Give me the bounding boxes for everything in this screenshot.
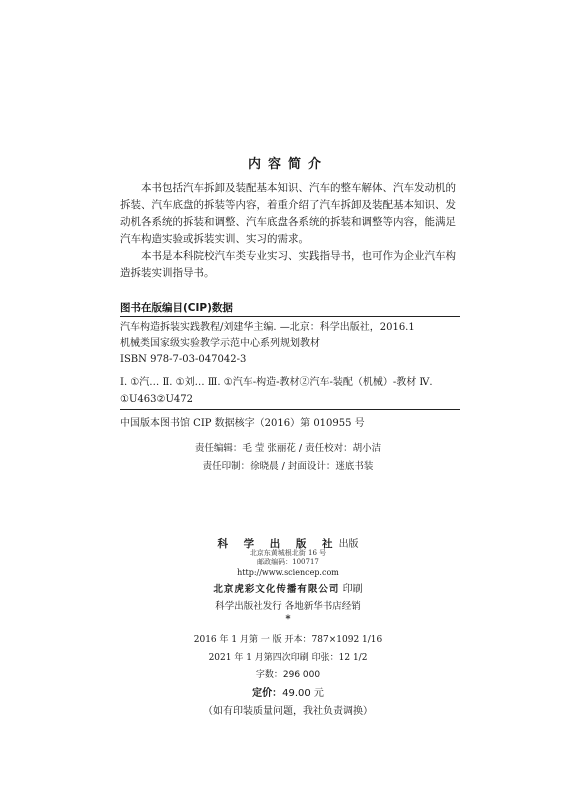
intro-paragraph-2: 本书是本科院校汽车类专业实习、实践指导书，也可作为企业汽车构造拆装实训指导书。 — [120, 250, 456, 279]
cip-top-rule — [120, 316, 460, 317]
quality-note: （如有印装质量问题，我社负责调换） — [203, 706, 373, 717]
cip-record-number: 中国版本图书馆 CIP 数据核字（2016）第 010955 号 — [120, 418, 365, 429]
price-line — [0, 684, 576, 699]
printer-suffix: 印刷 — [342, 584, 363, 595]
cip-title-line: 汽车构造拆装实践教程/刘建华主编. —北京：科学出版社，2016.1 — [120, 322, 415, 333]
publisher-address: 北京东黄城根北街 16 号 — [249, 549, 327, 557]
edition-line: 2016 年 1 月第 一 版 开本：787×1092 1/16 — [193, 635, 383, 645]
publisher-name: 科 学 出 版 社 — [217, 538, 339, 550]
separator-star: * — [285, 614, 291, 625]
publisher-postcode: 邮政编码：100717 — [257, 558, 319, 566]
word-count: 字数：296 000 — [255, 670, 321, 680]
cip-heading: 图书在版编目(CIP)数据 — [120, 302, 233, 314]
printer-line — [0, 580, 576, 595]
printing-line: 2021 年 1 月第四次印刷 印张：12 1/2 — [208, 653, 368, 663]
printer-name: 北京虎彩文化传播有限公司 — [213, 584, 340, 595]
print-cover-credit: 责任印制：徐晓晨 / 封面设计：迷底书装 — [202, 461, 374, 472]
price-label: 定价： — [252, 688, 283, 699]
editor-credit: 责任编辑：毛 莹 张丽花 / 责任校对：胡小洁 — [194, 443, 382, 454]
publisher-website: http://www.sciencep.com — [237, 568, 339, 577]
intro-paragraph-1: 本书包括汽车拆卸及装配基本知识、汽车的整车解体、汽车发动机的拆装、汽车底盘的拆装等内容，着重介绍了汽车拆卸及装配基本知识、发动机各系统的拆装和调整、汽车底盘各系统的拆装和调整等内容，能满足汽车构造实验或拆装实训、实习的需求。 — [120, 182, 456, 245]
distribution-line: 科学出版社发行 各地新华书店经销 — [215, 601, 361, 612]
content-intro-title: 内容简介 — [247, 157, 328, 172]
price-value: 49.00 元 — [282, 688, 324, 699]
publisher-suffix: 出版 — [338, 539, 359, 550]
cip-isbn-line: ISBN 978-7-03-047042-3 — [120, 354, 247, 365]
cip-bottom-rule — [120, 409, 460, 410]
cip-series-line: 机械类国家级实验教学示范中心系列规划教材 — [120, 338, 320, 349]
cip-classification: Ⅰ. ①汽… Ⅱ. ①刘… Ⅲ. ①汽车-构造-教材②汽车-装配（机械）-教材 Ⅳ. ①U463②U472 — [120, 377, 433, 405]
